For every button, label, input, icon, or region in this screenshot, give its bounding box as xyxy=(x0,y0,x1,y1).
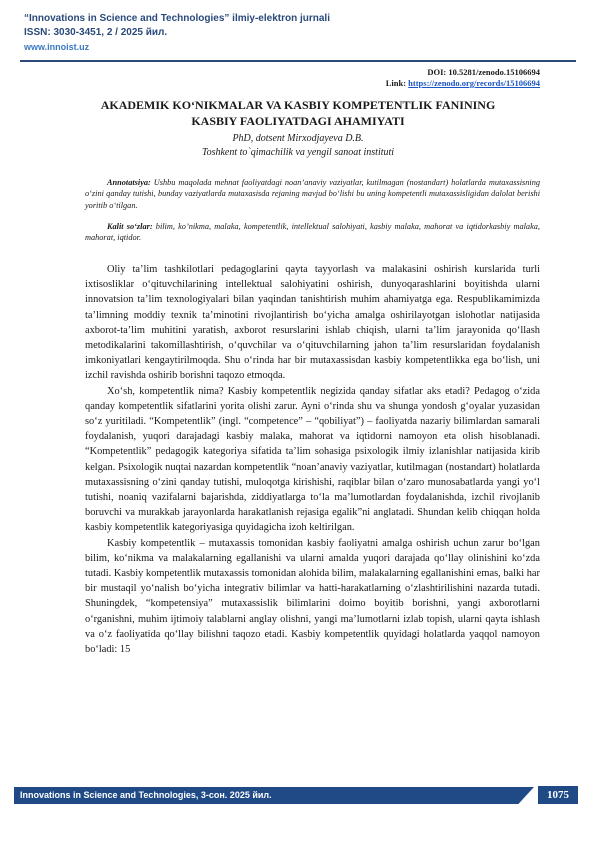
keywords xyxy=(85,221,540,244)
paragraph-3: Kasbiy kompetentlik – mutaxassis tomonidan kasbiy faoliyatni amalga oshirish uchun zarur bo‘lgan bilim, ko‘nikma va malakalarning egallanishi va ularni amalda yuqori darajada qo‘llay olinishini ko‘zda tutadi. Kasbiy kompetentlik mutaxassis tomonidan alohida bilim, malakalarning egallanishini emas, balki har bir mustaqil yo‘nalish bo‘yicha integrativ bilimlar va hatti-harakatlarning o‘zlashtirilishini nazarda tutadi. Shuningdek, “kompetensiya” mutaxassislik bilimlarini doimo boyitib borishni, yangi axborotlarni o‘rganishni, muhim ijtimoiy talablarni anglay olishni, yangi ma’lumotlarni izlab topish, ularni qayta ishlash va o‘z faoliyatida qo‘llay bilishni taqozo etadi. Kasbiy kompetentlik quyidagi holatlarda yaqqol namoyon bo‘ladi: 15 xyxy=(85,537,540,656)
issn-line: ISSN: 3030-3451, 2 / 2025 йил. xyxy=(24,27,168,38)
abstract xyxy=(85,177,540,211)
doi-line: DOI: 10.5281/zenodo.15106694 xyxy=(427,67,540,77)
header-divider xyxy=(20,60,576,62)
page-number: 1075 xyxy=(538,786,578,804)
journal-header xyxy=(24,12,354,54)
article-title-line2: KASBIY FAOLIYATDAGI AHAMIYATI xyxy=(191,114,405,128)
article-body xyxy=(85,262,540,657)
author-name: PhD, dotsent Mirxodjayeva D.B. xyxy=(232,133,364,144)
article-title-line1: AKADEMIK KO‘NIKMALAR VA KASBIY KOMPETENTLIK FANINING xyxy=(100,98,496,112)
author-institution: Toshkent to`qimachilik va yengil sanoat instituti xyxy=(201,147,395,158)
footer-journal: Innovations in Science and Technologies, 3-сон. 2025 йил. xyxy=(20,790,272,800)
journal-url[interactable]: www.innoist.uz xyxy=(24,42,90,52)
zenodo-link[interactable]: https://zenodo.org/records/15106694 xyxy=(408,78,540,88)
doi-block xyxy=(386,67,540,89)
keywords-label: Kalit so‘zlar: xyxy=(107,222,153,231)
keywords-text: bilim, ko’nikma, malaka, kompetentlik, intellektual salohiyati, kasbiy malaka, mahorat va iqtidorkasbiy malaka, mahorat, iqtidor. xyxy=(85,222,540,243)
link-label: Link: xyxy=(385,78,409,88)
journal-name: “Innovations in Science and Technologies” ilmiy-elektron jurnali xyxy=(24,13,330,24)
paragraph-1: Oliy ta’lim tashkilotlari pedagoglarini qayta tayyorlash va malakasini oshirish kurslarida turli ixtisosliklar o‘qituvchilarining intellektual salohiyatini oshirish, dunyoqarashlarini boyitishda ularni innovatsion ta’lim texnologiyalari bilan yaqindan tanishtirish muhim ahamiyatga ega. Respublikamimizda ta’limning moddiy texnik ta’minotini rivojlantirish bo‘yicha amalga oshirilayotgan islohotlar natijasida axborot-ta’lim muhitini yaratish, axborot resurslarini ishlab chiqish, ularni ta’lim jarayonida qo‘llash metodikalarini takomillashtirish, o‘quvchilar va o‘qituvchilarning jahon ta’lim resurslaridan foydalanish imkoniyatlari kengaytirilmoqda. Shu o‘rinda har bir mutaxassisdan kasbiy kompetentlikka ega bo‘lish, uni izchil ravishda oshirib borishni taqozo etmoqda. xyxy=(85,264,540,382)
paragraph-2: Xo‘sh, kompetentlik nima? Kasbiy kompetentlik negizida qanday sifatlar aks etadi? Pedagog o‘zida qanday kompetentlik sifatlarini yorita olishi zarur. Ayni o‘rinda shu va shunga yondosh g‘oyalar yuzasidan so‘z yuritiladi. “Kompetentlik” (ingl. “competence” – “qobiliyat”) – faoliyatda nazariy bilimlardan samarali foydalanish, yuqori darajadagi kasbiy malaka, mahorat va iqtidorni namoyon eta olish hisoblanadi. “Kompetentlik” pedagogik kategoriya sifatida ta’lim sohasiga psixologik ilmiy izlanishlar natijasida kirib kelgan. Psixologik nuqtai nazardan kompetentlik “noan’anaviy vaziyatlar, kutilmagan (nostandart) holatlarda mutaxassisning o‘zini qanday tutishi, muloqotga kirishishi, raqiblar bilan o‘zaro munosabatlarda yangi yo‘l tutishi, noaniq vazifalarni bajarishda, ziddiyatlarga to‘la ma’lumotlardan foydalanishda, izchil rivojlanib boruvchi va murakkab jarayonlarda harakatlanish rejasiga egalik”ni anglatadi. Shundan kelib chiqqan holda kasbiy kompetentlik kategoriyasiga quyidagicha izoh keltirilgan. xyxy=(85,385,540,534)
abstract-label: Annotatsiya: xyxy=(107,178,151,187)
abstract-text: Ushbu maqolada mehnat faoliyatdagi noan’anaviy vaziyatlar, kutilmagan (nostandart) holatlarda mutaxassisning o‘zini qanday tutishi, bunday vaziyatlarda mutaxasisda rejaning mavjud bo‘lishi bu uning kompetentli mutaxassisligidan dalolat berishi yoritib o‘tilgan. xyxy=(85,178,540,210)
link-line xyxy=(386,78,540,89)
